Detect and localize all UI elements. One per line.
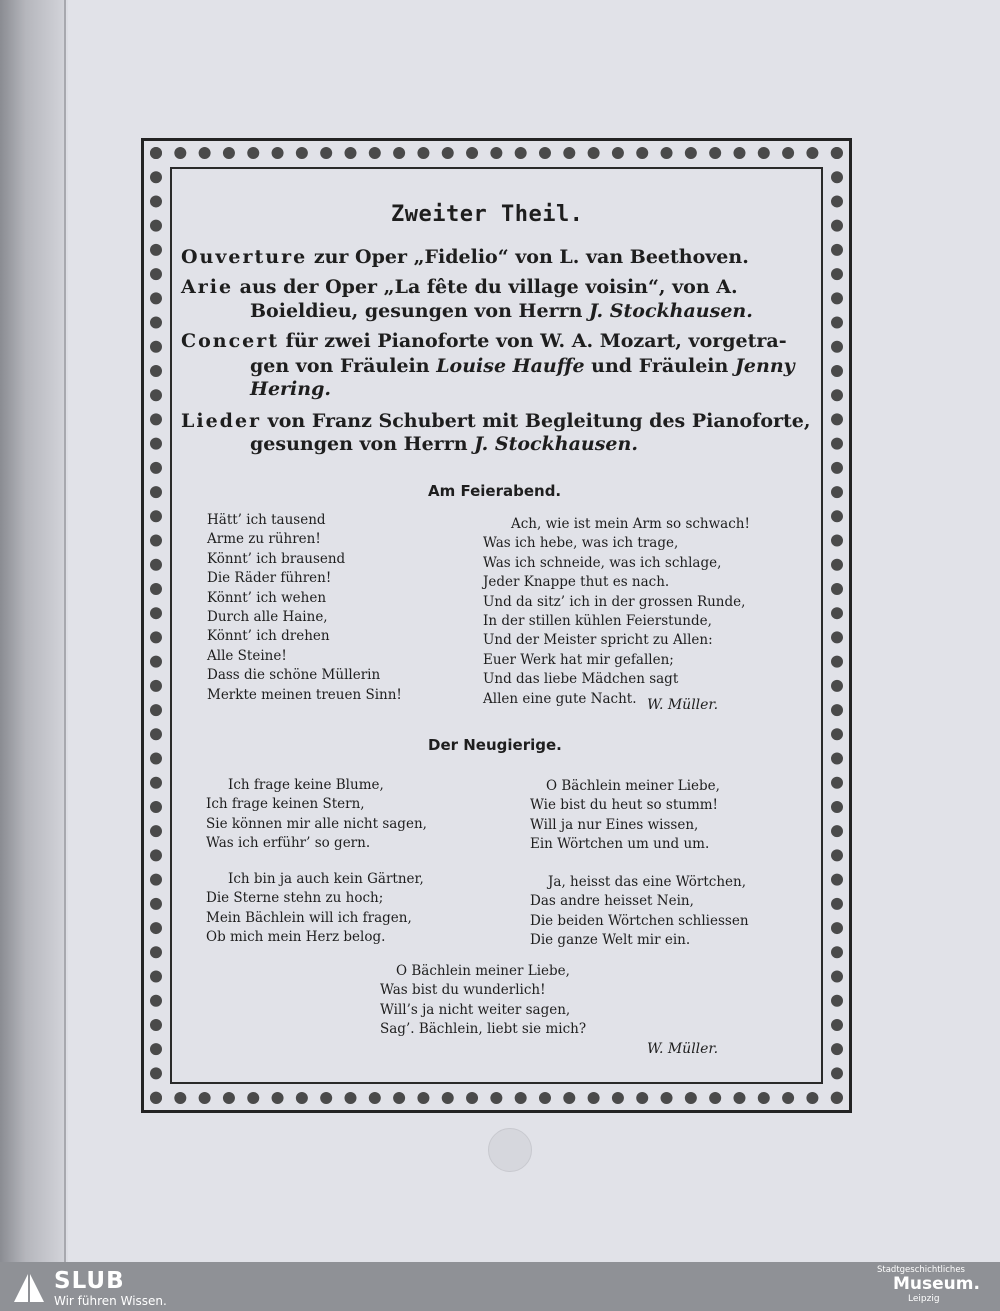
- program-item-concert-line3: Hering.: [250, 378, 331, 400]
- author-signature: W. Müller.: [647, 697, 719, 713]
- slub-tagline: Wir führen Wissen.: [54, 1294, 167, 1308]
- performer-name: J. Stockhausen.: [589, 300, 753, 322]
- program-item-lieder-line1: [181, 410, 811, 433]
- verse-line: Sag’. Bächlein, liebt sie mich?: [380, 1021, 587, 1038]
- verse-line: Jeder Knappe thut es nach.: [483, 574, 670, 591]
- song-title: Der Neugierige.: [428, 736, 562, 754]
- stanza: [530, 873, 749, 951]
- verse-line: Was ich schneide, was ich schlage,: [483, 554, 722, 571]
- verse-line: Könnt’ ich brausend: [207, 550, 346, 567]
- program-item-text: von Franz Schubert mit Begleitung des Pianoforte,: [261, 410, 811, 432]
- program-item-text: und Fräulein: [584, 355, 735, 377]
- verse-line: Ach, wie ist mein Arm so schwach!: [511, 516, 750, 532]
- performer-name: Jenny: [734, 355, 795, 377]
- program-item-text: gesungen von Herrn: [250, 433, 475, 455]
- verse-line: Durch alle Haine,: [207, 609, 328, 626]
- page-rim: [64, 0, 66, 1262]
- author-signature: W. Müller.: [647, 1041, 719, 1057]
- program-item-lead: Lieder: [181, 410, 262, 432]
- verse-line: Könnt’ ich drehen: [207, 628, 330, 645]
- performer-name: Louise Hauffe: [436, 355, 585, 377]
- verse-line: Was ich erführ’ so gern.: [206, 835, 371, 852]
- verse-line: Könnt’ ich wehen: [207, 589, 327, 606]
- program-item-arie-line1: [181, 276, 738, 299]
- slub-logo-text: SLUB: [54, 1268, 125, 1294]
- verse-line: Ob mich mein Herz belog.: [206, 929, 386, 946]
- page-edge: [0, 0, 64, 1262]
- slub-logo-icon: [12, 1272, 46, 1304]
- footer-bar: [0, 1262, 1000, 1311]
- verse-line: In der stillen kühlen Feierstunde,: [483, 613, 712, 630]
- verse-line: Und das liebe Mädchen sagt: [483, 671, 679, 688]
- verse-line: Was ich hebe, was ich trage,: [483, 535, 679, 552]
- verse-line: Euer Werk hat mir gefallen;: [483, 651, 674, 668]
- verse-line: Ich frage keine Blume,: [228, 777, 384, 793]
- program-item-lead: Arie: [181, 276, 234, 298]
- verse-line: Und da sitz’ ich in der grossen Runde,: [483, 593, 746, 610]
- program-item-text: für zwei Pianoforte von W. A. Mozart, vorgetra-: [279, 330, 787, 352]
- program-item-lead: Ouverture: [181, 246, 308, 268]
- verse-line: O Bächlein meiner Liebe,: [396, 963, 570, 979]
- verse-line: Mein Bächlein will ich fragen,: [206, 909, 412, 926]
- song-right-column: [483, 515, 750, 709]
- verse-line: Ein Wörtchen um und um.: [530, 836, 710, 853]
- verse-line: Wie bist du heut so stumm!: [530, 797, 718, 814]
- verse-line: Ja, heisst das eine Wörtchen,: [548, 874, 747, 890]
- verse-line: Was bist du wunderlich!: [380, 982, 546, 999]
- verse-line: Arme zu rühren!: [207, 531, 321, 548]
- program-item-arie-line2: [250, 300, 753, 323]
- museum-small-text: Stadtgeschichtliches: [877, 1265, 965, 1275]
- verse-line: Die Räder führen!: [207, 570, 332, 587]
- verse-line: Allen eine gute Nacht.: [483, 690, 637, 707]
- museum-city: Leipzig: [908, 1294, 940, 1304]
- section-heading: Zweiter Theil.: [391, 202, 584, 227]
- song-title: Am Feierabend.: [428, 482, 562, 500]
- verse-line: Die Sterne stehn zu hoch;: [206, 890, 384, 907]
- program-item-lieder-line2: [250, 433, 638, 456]
- program-item-text: gen von Fräulein: [250, 355, 437, 377]
- performer-name: J. Stockhausen.: [474, 433, 638, 455]
- program-item-text: zur Oper „Fidelio“ von L. van Beethoven.: [307, 246, 749, 268]
- program-item-concert-line1: [181, 330, 787, 353]
- program-item-lead: Concert: [181, 330, 280, 352]
- program-item-text: aus der Oper „La fête du village voisin“, von A.: [233, 276, 738, 298]
- library-stamp: [488, 1128, 532, 1172]
- song-left-column: [207, 511, 402, 705]
- verse-line: Sie können mir alle nicht sagen,: [206, 815, 427, 832]
- verse-line: Alle Steine!: [207, 647, 287, 664]
- verse-line: Dass die schöne Müllerin: [207, 667, 381, 684]
- verse-line: Ich bin ja auch kein Gärtner,: [228, 871, 424, 887]
- verse-line: Das andre heisset Nein,: [530, 893, 694, 910]
- verse-line: Die ganze Welt mir ein.: [530, 932, 691, 949]
- stanza: [206, 776, 427, 854]
- program-item-concert-line2: [250, 355, 795, 378]
- verse-line: Die beiden Wörtchen schliessen: [530, 912, 749, 929]
- verse-line: Will’s ja nicht weiter sagen,: [380, 1001, 571, 1018]
- stanza: [206, 870, 424, 948]
- verse-line: O Bächlein meiner Liebe,: [546, 778, 720, 794]
- museum-logo-text: Museum.: [893, 1274, 980, 1294]
- verse-line: Will ja nur Eines wissen,: [530, 816, 699, 833]
- verse-line: Merkte meinen treuen Sinn!: [207, 686, 402, 703]
- verse-line: Hätt’ ich tausend: [207, 512, 326, 528]
- stanza: [380, 962, 586, 1040]
- program-item-ouverture: [181, 246, 749, 269]
- program-item-text: Boieldieu, gesungen von Herrn: [250, 300, 590, 322]
- stanza: [530, 777, 720, 855]
- verse-line: Und der Meister spricht zu Allen:: [483, 632, 713, 649]
- verse-line: Ich frage keinen Stern,: [206, 796, 365, 813]
